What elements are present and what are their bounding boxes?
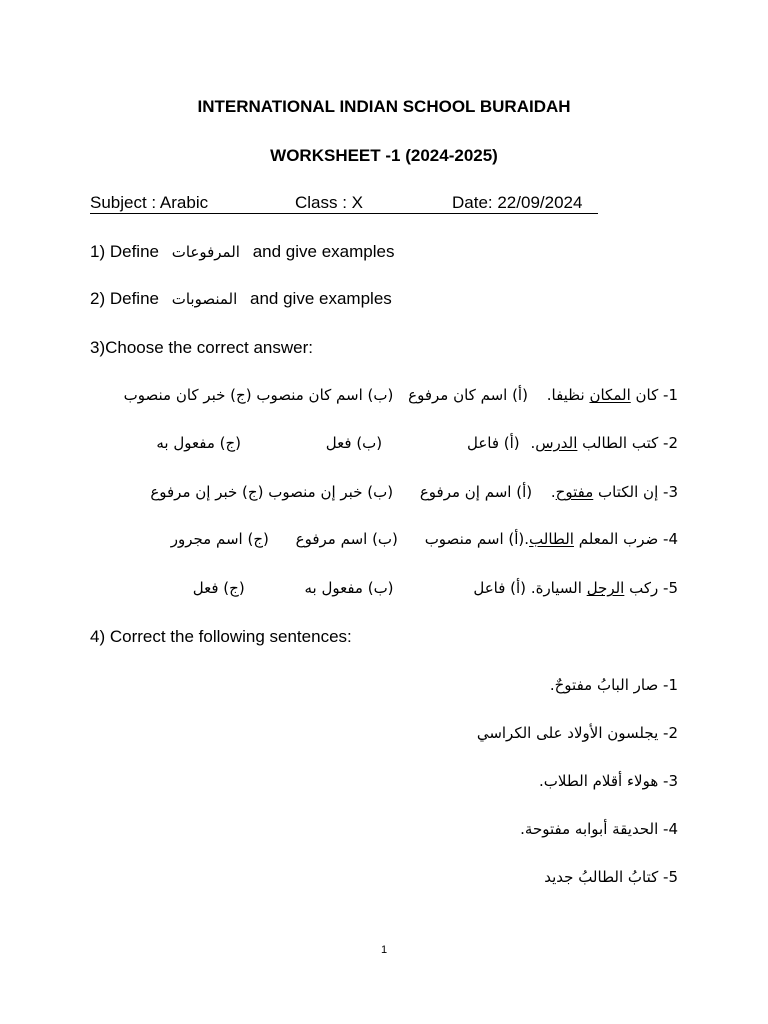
school-title: INTERNATIONAL INDIAN SCHOOL BURAIDAH [197,97,571,116]
mcq-underlined-word: المكان [589,386,631,404]
option-b: (ب) مفعول به [304,579,394,597]
question-2 [90,288,392,310]
mcq-item-2 [156,432,678,454]
date-label: Date: 22/09/2024 [452,193,583,212]
mcq-text-post: السيارة. [530,579,582,597]
option-c: (ج) خبر إن مرفوع [150,483,264,501]
correction-item-2 [477,722,678,744]
item-sentence: كتابُ الطالبُ جديد [544,868,659,886]
mcq-item-1 [124,384,678,406]
mcq-underlined-word: الطالب [529,530,574,548]
mcq-item-3 [150,481,678,503]
mcq-number: 5- [663,579,678,597]
mcq-underlined-word: الدرس [535,434,578,452]
page-number: 1 [380,944,388,956]
question-3-title: 3)Choose the correct answer: [90,338,313,357]
correction-item-3 [539,770,678,792]
worksheet-title: WORKSHEET -1 (2024-2025) [270,146,498,165]
option-b: (ب) خبر إن منصوب [268,483,394,501]
option-b: (ب) اسم كان منصوب [256,386,394,404]
item-sentence: الحديقة أبوابه مفتوحة. [520,820,659,838]
item-number: 3- [663,772,678,790]
q2-suffix: and give examples [250,289,392,308]
mcq-number: 3- [663,483,678,501]
option-c: (ج) فعل [192,579,245,597]
mcq-number: 1- [663,386,678,404]
correction-item-4 [520,818,678,840]
mcq-text-post: . [524,530,530,548]
item-sentence: صار البابُ مفتوحٌ. [549,676,659,694]
mcq-item-5 [193,577,678,599]
item-sentence: يجلسون الأولاد على الكراسي [476,724,659,742]
class-label: Class : X [295,193,364,212]
option-a: (أ) فاعل [473,579,527,597]
mcq-text-pre: ركب [629,579,659,597]
option-a: (أ) اسم إن مرفوع [419,483,533,501]
option-c: (ج) خبر كان منصوب [123,386,252,404]
q1-term: المرفوعات [171,243,240,261]
mcq-number: 2- [663,434,678,452]
mcq-text-pre: كان [635,386,659,404]
item-sentence: هولاء أقلام الطلاب. [538,772,659,790]
q1-suffix: and give examples [252,242,395,261]
mcq-text-pre: ضرب المعلم [578,530,659,548]
item-number: 4- [663,820,678,838]
item-number: 2- [663,724,678,742]
mcq-underlined-word: الرجل [586,579,625,597]
option-b: (ب) اسم مرفوع [295,530,398,548]
mcq-text-pre: إن الكتاب [598,483,659,501]
subject-line [90,192,598,216]
mcq-text-post: نظيفا. [546,386,585,404]
mcq-text-pre: كتب الطالب [582,434,659,452]
mcq-item-4 [171,528,678,550]
item-number: 5- [663,868,678,886]
option-c: (ج) اسم مجرور [170,530,269,548]
option-a: (أ) اسم منصوب [424,530,525,548]
q1-prefix: 1) Define [90,242,159,261]
option-c: (ج) مفعول به [156,434,242,452]
mcq-underlined-word: مفتوح [555,483,594,501]
item-number: 1- [663,676,678,694]
mcq-text-post: . [530,434,536,452]
mcq-number: 4- [663,530,678,548]
q2-term: المنصوبات [171,290,238,308]
q2-prefix: 2) Define [90,289,159,308]
mcq-text-post: . [550,483,556,501]
question-1 [90,241,394,263]
correction-item-5 [544,866,678,888]
subject-label: Subject : Arabic [90,193,209,212]
option-a: (أ) فاعل [466,434,520,452]
option-a: (أ) اسم كان مرفوع [408,386,528,404]
correction-item-1 [550,674,678,696]
question-4-title: 4) Correct the following sentences: [90,627,352,646]
option-b: (ب) فعل [325,434,383,452]
